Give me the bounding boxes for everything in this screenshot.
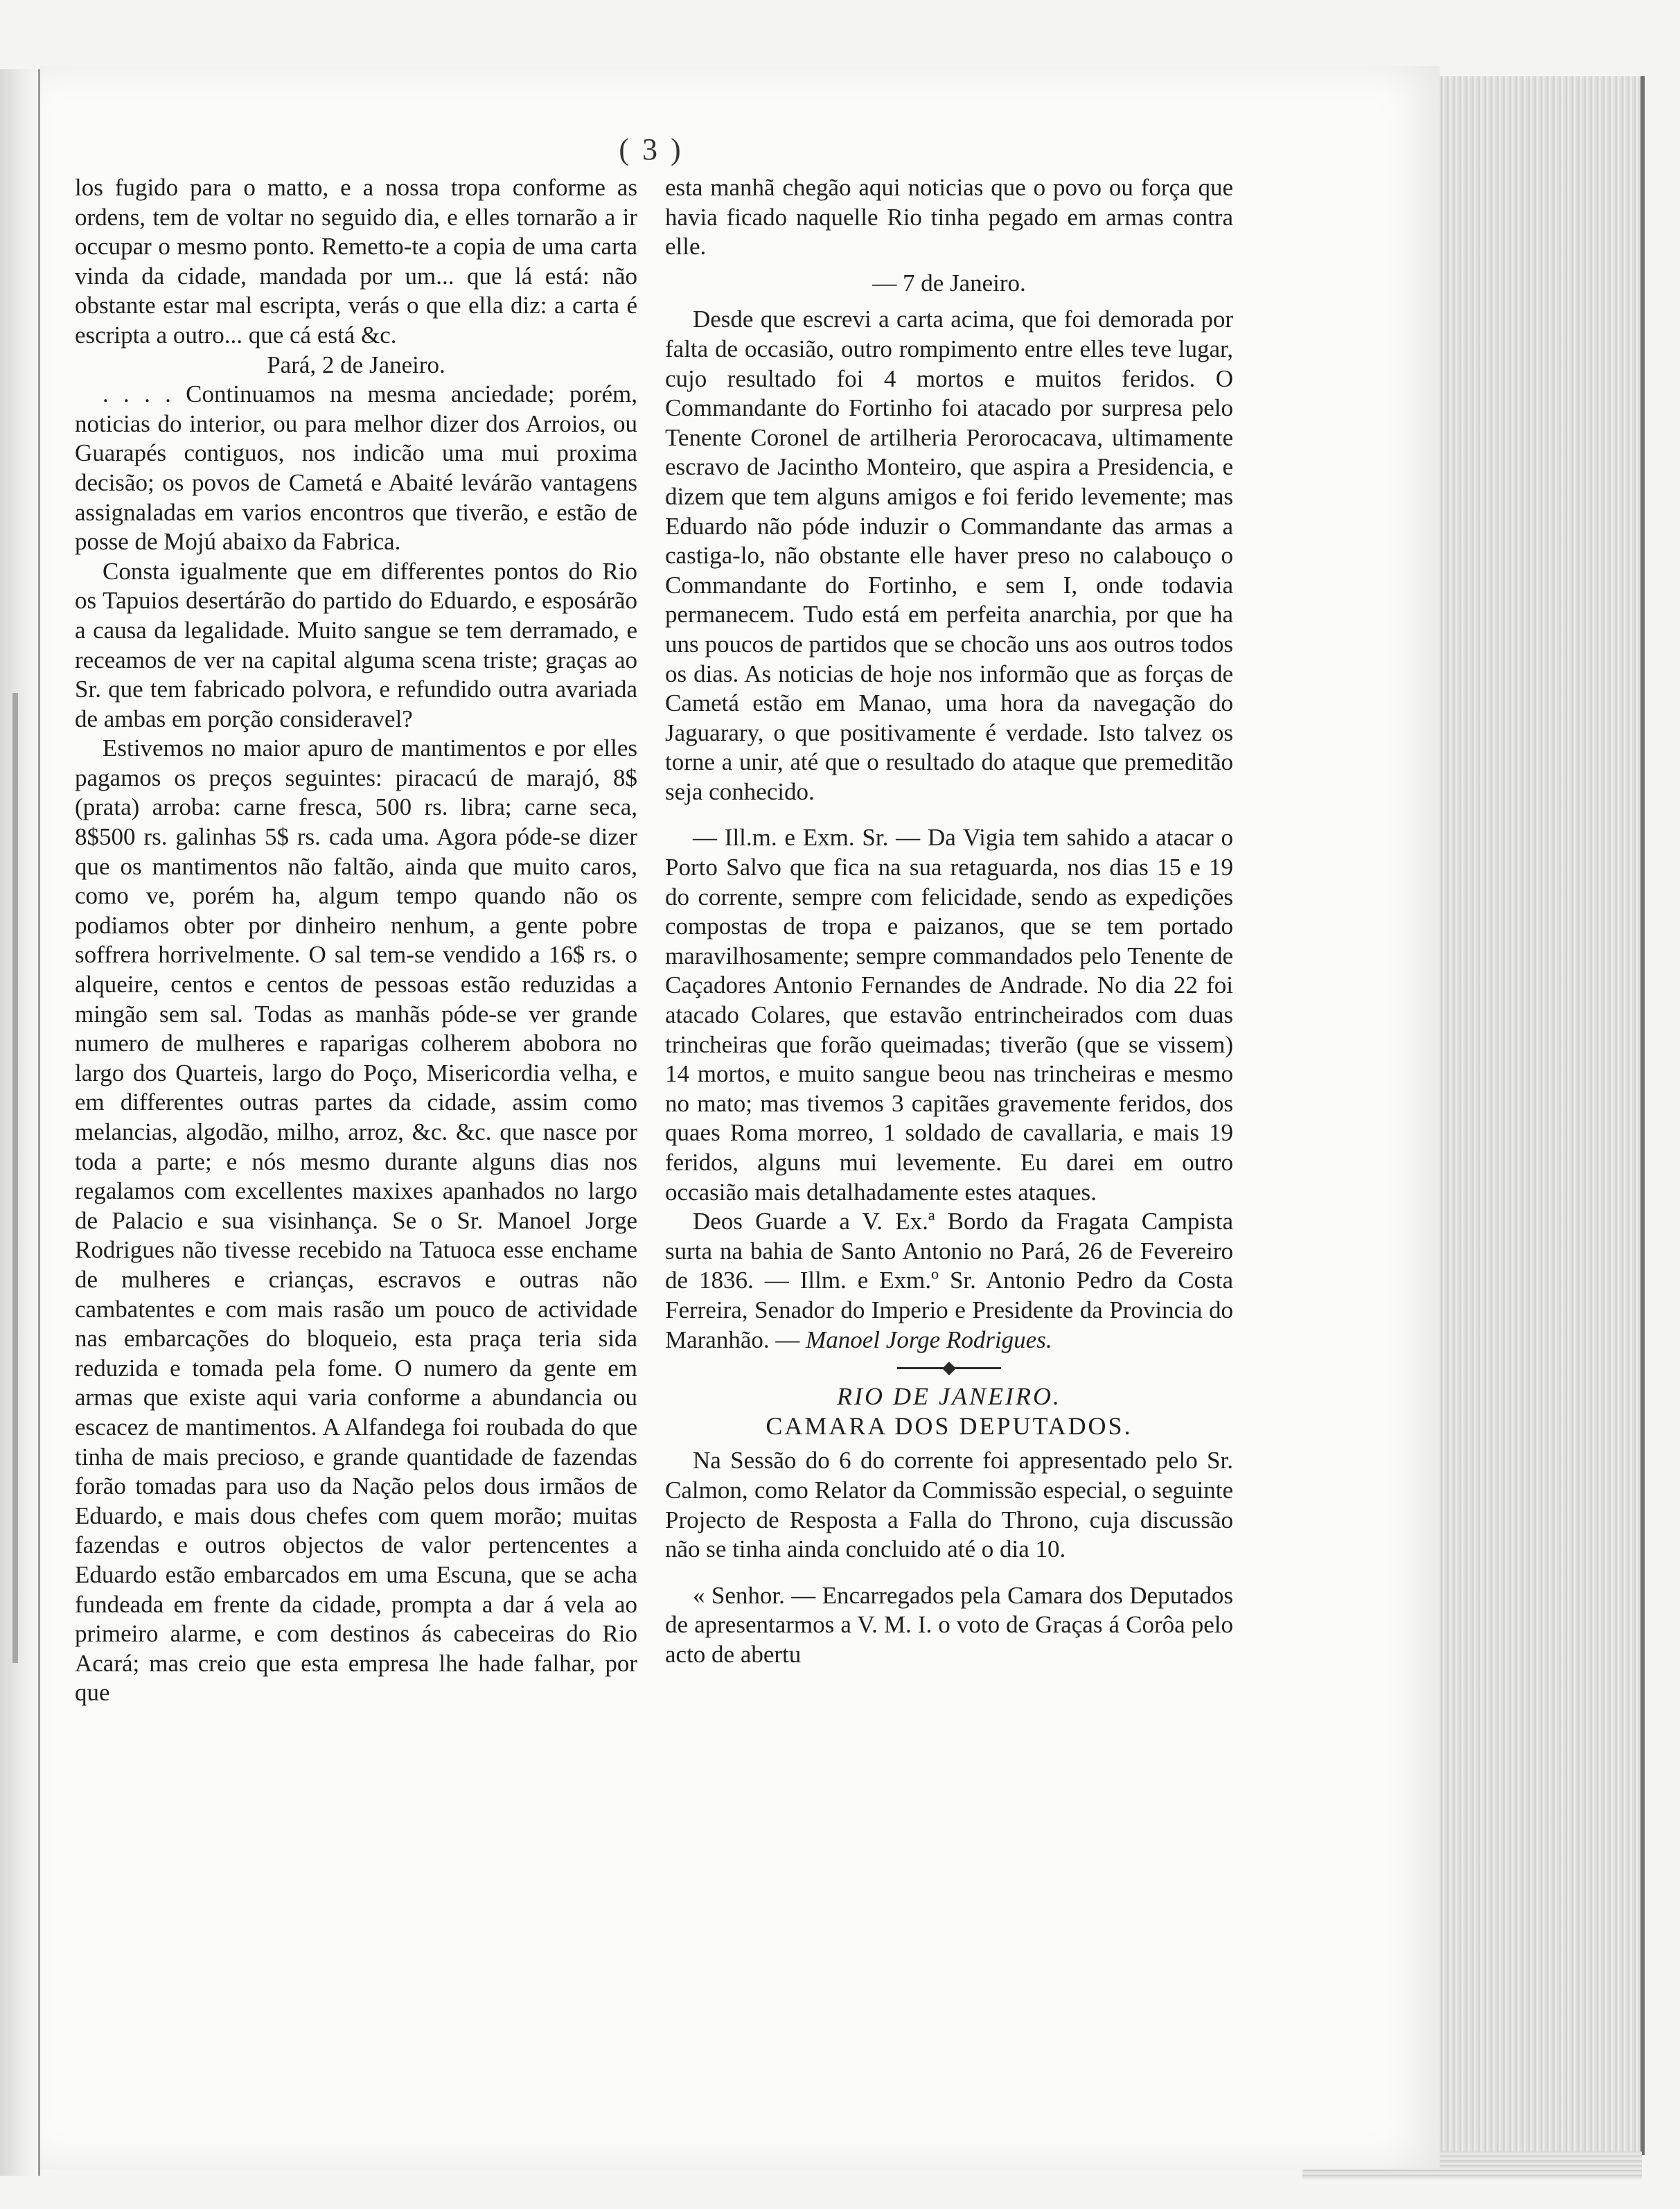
right-paragraph-4	[665, 1207, 1233, 1355]
right-paragraph-3: — Ill.m. e Exm. Sr. — Da Vigia tem sahido a atacar o Porto Salvo que fica na sua retaguarda, nos dias 15 e 19 do corrente, sempre com felicidade, sendo as expedições compostas de tropa e paizanos, que se tem portado maravilhosamente; sempre commandados pelo Tenente de Caçadores Antonio Fernandes de Andrade. No dia 22 foi atacado Colares, que estavão entrincheirados com duas trincheiras que forão queimadas; tiverão (que se vissem) 14 mortos, e muito sangue beou nas trincheiras e mesmo no mato; mas tivemos 3 capitães gravemente feridos, dos quaes Roma morreo, 1 soldado de cavallaria, e mais 19 feridos, alguns mui levemente. Eu darei em outro occasião mais detalhadamente estes ataques.	[665, 824, 1233, 1206]
paragraph-gap	[665, 807, 1233, 823]
right-paragraph-5: Na Sessão do 6 do corrente foi appresentado pelo Sr. Calmon, como Relator da Commissão especial, o seguinte Projecto de Resposta a Falla do Throno, cuja discussão não se tinha ainda concluido até o dia 10.	[665, 1447, 1233, 1563]
right-paragraph-6: « Senhor. — Encarregados pela Camara dos Deputados de apresentarmos a V. M. I. o voto de Graças á Corôa pelo acto de abertu	[665, 1581, 1233, 1668]
left-column	[75, 173, 637, 1708]
left-paragraph-3: Consta igualmente que em differentes pontos do Rio os Tapuios desertárão do partido do Eduardo, e esposárão a causa da legalidade. Muito sangue se tem derramado, e receamos de ver na capital alguma scena triste; graças ao Sr. que tem fabricado polvora, e refundido outra avariada de ambas em porção consideravel?	[75, 557, 637, 732]
left-page-edge	[0, 69, 40, 2176]
signature: Manoel Jorge Rodrigues.	[806, 1326, 1052, 1353]
right-column	[665, 173, 1233, 1670]
closing-text: Deos Guarde a V. Ex.ª Bordo da Fragata Campista surta na bahia de Santo Antonio no Pará, 26 de Fevereiro de 1836. — Illm. e Exm.º Sr. Antonio Pedro da Costa Ferreira, Senador do Imperio e Presidente da Provincia do Maranhão. —	[665, 1208, 1233, 1353]
page-number: ( 3 )	[619, 132, 684, 166]
section-heading-city: RIO DE JANEIRO.	[837, 1382, 1061, 1411]
right-dateline: — 7 de Janeiro.	[872, 269, 1026, 297]
left-dateline: Pará, 2 de Janeiro.	[267, 351, 445, 378]
page-stack-edges	[1440, 76, 1645, 2155]
ornamental-divider	[897, 1367, 1001, 1369]
right-paragraph-1: esta manhã chegão aqui noticias que o povo ou força que havia ficado naquelle Rio tinha pegado em armas contra elle.	[665, 174, 1233, 261]
section-heading-chamber: CAMARA DOS DEPUTADOS.	[766, 1411, 1133, 1440]
left-paragraph-1: los fugido para o matto, e a nossa tropa conforme as ordens, tem de voltar no seguido dia, e elles tornarão a ir occupar o mesmo ponto. Remetto-te a copia de uma carta vinda da cidade, mandada por um... que lá está: não obstante estar mal escripta, verás o que ella diz: a carta é escripta a outro... que cá está &c.	[75, 174, 637, 349]
left-paragraph-4: Estivemos no maior apuro de mantimentos e por elles pagamos os preços seguintes: piracacú de marajó, 8$ (prata) arroba: carne fresca, 500 rs. libra; carne seca, 8$500 rs. galinhas 5$ rs. cada uma. Agora póde-se dizer que os mantimentos não faltão, ainda que muito caros, como ve, porém ha, algum tempo quando não os podiamos obter por dinheiro nenhum, a gente pobre soffrera horrivelmente. O sal tem-se vendido a 16$ rs. o alqueire, centos e centos de pessoas estão reduzidas a mingão sem sal. Todas as manhãs póde-se ver grande numero de mulheres e raparigas colherem abobora no largo dos Quarteis, largo do Poço, Misericordia velha, e em differentes outras partes da cidade, assim como melancias, algodão, milho, arroz, &c. &c. que nasce por toda a parte; e nós mesmo durante alguns dias nos regalamos com excellentes maxixes apanhados no largo de Palacio e sua visinhança. Se o Sr. Manoel Jorge Rodrigues não tivesse recebido na Tatuoca esse enchame de mulheres e crianças, escravos e outras não cambatentes e com mais rasão um pouco de actividade nas embarcações do bloqueio, esta praça teria sida reduzida e tomada pela fome. O numero da gente em armas que existe aqui varia conforme a abundancia ou escacez de mantimentos. A Alfandega foi roubada do que tinha de mais precioso, e grande quantidade de fazendas forão tomadas para uso da Nação pelos dous irmãos de Eduardo, e mais dous chefes com quem morão; muitas fazendas e outros objectos de valor pertencentes a Eduardo estão embarcados em uma Escuna, que se acha fundeada em frente da cidade, prompta a dar á vela ao primeiro alarme, e com destinos ás cabeceiras do Rio Acará; mas creio que esta empresa lhe hade falhar, por que	[75, 734, 637, 1707]
paragraph-gap	[665, 1565, 1233, 1581]
left-paragraph-2: . . . . Continuamos na mesma anciedade; porém, noticias do interior, ou para melhor dizer dos Arroios, ou Guarapés contiguos, nos indicão uma mui proxima decisão; os povos de Cametá e Abaité levárão vantagens assignaladas em varios encontros que tiverão, e estão de posse de Mojú abaixo da Fabrica.	[75, 380, 637, 556]
right-paragraph-2: Desde que escrevi a carta acima, que foi demorada por falta de occasião, outro rompimento entre elles teve lugar, cujo resultado foi 4 mortos e muitos feridos. O Commandante do Fortinho foi atacado por surpresa pelo Tenente Coronel de artilheria Perorocacava, ultimamente escravo de Jacintho Monteiro, que aspira a Presidencia, e dizem que tem alguns amigos e foi ferido levemente; mas Eduardo não póde induzir o Commandante das armas a castiga-lo, não obstante elle haver preso no calabouço o Commandante do Fortinho, e sem I, onde todavia permanecem. Tudo está em perfeita anarchia, por que ha uns poucos de partidos que se chocão uns aos outros todos os dias. As noticias de hoje nos informão que as forças de Cametá estão em Manao, uma hora da navegação do Jaguarary, o que positivamente é verdade. Isto talvez os torne a unir, até que o resultado do ataque que premeditão seja conhecido.	[665, 306, 1233, 805]
